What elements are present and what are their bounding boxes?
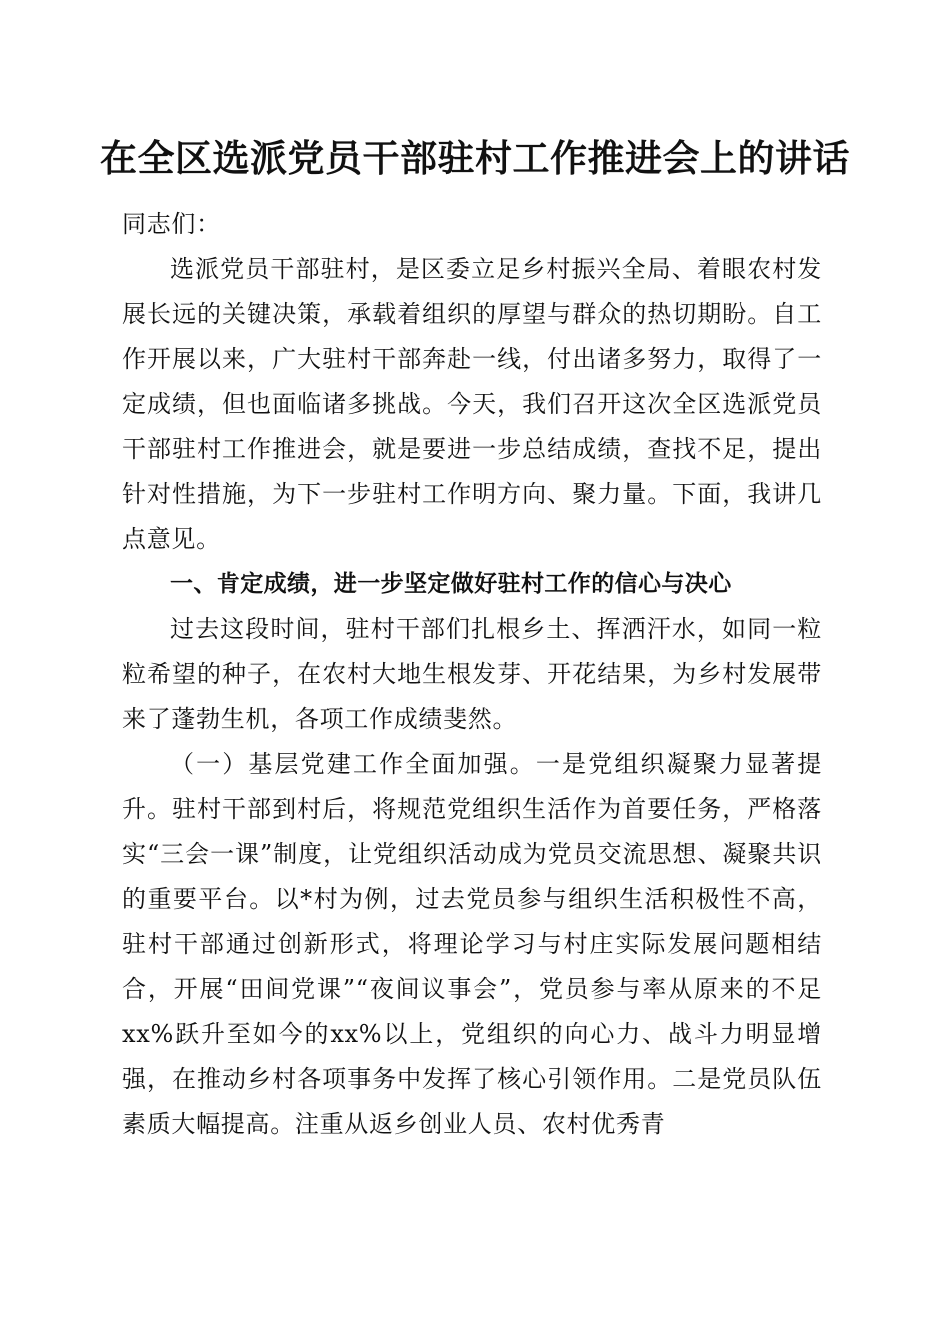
subsection-heading-1: （一）基层党建工作全面加强。 xyxy=(170,750,536,778)
section-1-paragraph: 过去这段时间，驻村干部们扎根乡土、挥洒汗水，如同一粒粒希望的种子，在农村大地生根发芽、开花结果，为乡村发展带来了蓬勃生机，各项工作成绩斐然。 xyxy=(122,615,822,733)
salutation: 同志们： xyxy=(122,210,221,238)
document-title: 在全区选派党员干部驻村工作推进会上的讲话 xyxy=(100,136,850,180)
intro-paragraph: 选派党员干部驻村，是区委立足乡村振兴全局、着眼农村发展长远的关键决策，承载着组织的厚望与群众的热切期盼。自工作开展以来，广大驻村干部奔赴一线，付出诸多努力，取得了一定成绩，但也面临诸多挑战。今天，我们召开这次全区选派党员干部驻村工作推进会，就是要进一步总结成绩，查找不足，提出针对性措施，为下一步驻村工作明方向、聚力量。下面，我讲几点意见。 xyxy=(122,255,822,553)
subsection-1-paragraph xyxy=(122,742,822,1147)
document-body xyxy=(122,202,822,1147)
section-heading-1: 一、肯定成绩，进一步坚定做好驻村工作的信心与决心 xyxy=(170,571,732,597)
subsection-1-text: 一是党组织凝聚力显著提升。驻村干部到村后，将规范党组织生活作为首要任务，严格落实“三会一课”制度，让党组织活动成为党员交流思想、凝聚共识的重要平台。以*村为例，过去党员参与组织生活积极性不高，驻村干部通过创新形式，将理论学习与村庄实际发展问题相结合，开展“田间党课”“夜间议事会”，党员参与率从原来的不足xx%跃升至如今的xx%以上，党组织的向心力、战斗力明显增强，在推动乡村各项事务中发挥了核心引领作用。二是党员队伍素质大幅提高。注重从返乡创业人员、农村优秀青 xyxy=(122,750,822,1138)
